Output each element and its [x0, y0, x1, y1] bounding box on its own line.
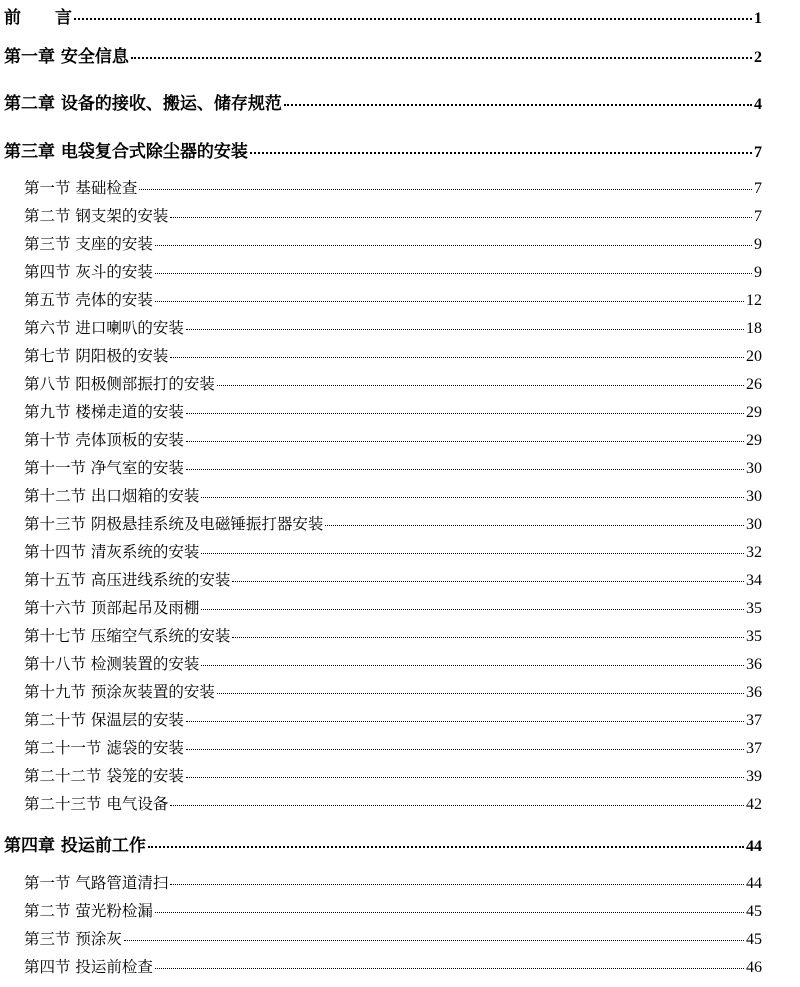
toc-entry-section[interactable]: [24, 545, 762, 561]
dot-leader: [186, 777, 744, 778]
toc-entry-page: 7: [754, 144, 762, 161]
dot-leader: [186, 469, 744, 470]
toc-entry-section[interactable]: [24, 876, 762, 892]
toc-entry-page: 9: [754, 264, 762, 281]
toc-entry-title: 前 言: [4, 8, 72, 28]
dot-leader: [170, 217, 752, 218]
toc-entry-title: 第九节 楼梯走道的安装: [24, 403, 184, 421]
toc-entry-section[interactable]: [24, 433, 762, 449]
toc-entry-title: 第一章 安全信息: [4, 47, 129, 67]
toc-entry-section[interactable]: [24, 904, 762, 920]
toc-entry-page: 46: [746, 959, 762, 976]
toc-entry-section[interactable]: [24, 960, 762, 976]
toc-entry-page: 37: [746, 712, 762, 729]
dot-leader: [155, 273, 752, 274]
toc-entry-title: 第二十一节 滤袋的安装: [24, 739, 184, 757]
dot-leader: [131, 57, 752, 59]
toc-entry-page: 37: [746, 740, 762, 757]
toc-entry-page: 32: [746, 544, 762, 561]
dot-leader: [139, 189, 752, 190]
toc-entry-title: 第十一节 净气室的安装: [24, 459, 184, 477]
toc-entry-page: 35: [746, 600, 762, 617]
dot-leader: [201, 665, 744, 666]
toc-entry-title: 第三节 支座的安装: [24, 235, 153, 253]
toc-entry-section[interactable]: [24, 932, 762, 948]
dot-leader: [232, 581, 744, 582]
dot-leader: [201, 553, 744, 554]
dot-leader: [155, 245, 752, 246]
dot-leader: [186, 413, 744, 414]
toc-entry-section[interactable]: [24, 601, 762, 617]
toc-entry-title: 第十八节 检测装置的安装: [24, 655, 200, 673]
toc-entry-page: 30: [746, 460, 762, 477]
toc-entry-page: 36: [746, 656, 762, 673]
toc-entry-title: 第二十三节 电气设备: [24, 795, 169, 813]
toc-entry-section[interactable]: [24, 209, 762, 225]
toc-entry-page: 29: [746, 432, 762, 449]
toc-entry-page: 34: [746, 572, 762, 589]
dot-leader: [325, 525, 744, 526]
toc-entry-title: 第七节 阴阳极的安装: [24, 347, 169, 365]
toc-entry-section[interactable]: [24, 741, 762, 757]
toc-entry-section[interactable]: [24, 713, 762, 729]
toc-entry-title: 第十九节 预涂灰装置的安装: [24, 683, 215, 701]
dot-leader: [201, 609, 744, 610]
toc-entry-section[interactable]: [24, 573, 762, 589]
toc-entry-title: 第二十节 保温层的安装: [24, 711, 184, 729]
toc-entry-page: 44: [746, 875, 762, 892]
dot-leader: [155, 301, 744, 302]
dot-leader: [155, 968, 744, 969]
dot-leader: [186, 721, 744, 722]
dot-leader: [124, 940, 744, 941]
toc-entry-section[interactable]: [24, 349, 762, 365]
dot-leader: [186, 441, 744, 442]
toc-entry-title: 第三章 电袋复合式除尘器的安装: [4, 142, 248, 162]
toc-entry-section[interactable]: [24, 377, 762, 393]
toc-entry-page: 2: [754, 49, 762, 66]
toc-entry-page: 36: [746, 684, 762, 701]
dot-leader: [148, 846, 744, 848]
dot-leader: [201, 497, 744, 498]
toc-entry-title: 第十五节 高压进线系统的安装: [24, 571, 231, 589]
toc-entry-title: 第十六节 顶部起吊及雨棚: [24, 599, 200, 617]
toc-entry-title: 第四节 投运前检查: [24, 958, 153, 976]
toc-entry-section[interactable]: [24, 629, 762, 645]
toc-entry-title: 第十二节 出口烟箱的安装: [24, 487, 200, 505]
toc-entry-section[interactable]: [24, 489, 762, 505]
toc-entry-page: 20: [746, 348, 762, 365]
toc-entry-title: 第八节 阳极侧部振打的安装: [24, 375, 215, 393]
dot-leader: [232, 637, 744, 638]
toc-entry-section[interactable]: [24, 265, 762, 281]
toc-entry-page: 42: [746, 796, 762, 813]
toc-entry-section[interactable]: [24, 293, 762, 309]
toc-entry-title: 第十节 壳体顶板的安装: [24, 431, 184, 449]
toc-entry-chapter-4[interactable]: [4, 838, 762, 855]
toc-entry-title: 第三节 预涂灰: [24, 930, 122, 948]
toc-entry-section[interactable]: [24, 685, 762, 701]
dot-leader: [170, 884, 744, 885]
toc-entry-page: 7: [754, 208, 762, 225]
dot-leader: [217, 385, 744, 386]
toc-entry-page: 7: [754, 180, 762, 197]
toc-entry-page: 35: [746, 628, 762, 645]
dot-leader: [284, 104, 752, 106]
toc-entry-section[interactable]: [24, 797, 762, 813]
toc-entry-page: 30: [746, 516, 762, 533]
toc-entry-title: 第二十二节 袋笼的安装: [24, 767, 184, 785]
dot-leader: [170, 357, 744, 358]
toc-entry-page: 18: [746, 320, 762, 337]
toc-entry-preface[interactable]: [4, 10, 762, 27]
toc-entry-title: 第十四节 清灰系统的安装: [24, 543, 200, 561]
toc-entry-title: 第二节 萤光粉检漏: [24, 902, 153, 920]
toc-entry-section[interactable]: [24, 657, 762, 673]
toc-entry-section[interactable]: [24, 405, 762, 421]
toc-entry-title: 第一节 气路管道清扫: [24, 874, 169, 892]
toc-entry-page: 45: [746, 903, 762, 920]
toc-entry-page: 45: [746, 931, 762, 948]
toc-entry-title: 第十三节 阴极悬挂系统及电磁锤振打器安装: [24, 515, 324, 533]
toc-entry-chapter-2[interactable]: [4, 96, 762, 113]
dot-leader: [186, 749, 744, 750]
toc-entry-title: 第一节 基础检查: [24, 179, 138, 197]
toc-entry-page: 1: [754, 10, 762, 27]
dot-leader: [155, 912, 744, 913]
dot-leader: [170, 805, 744, 806]
dot-leader: [186, 329, 744, 330]
toc-entry-page: 26: [746, 376, 762, 393]
toc-entry-chapter-1[interactable]: [4, 49, 762, 66]
dot-leader: [250, 152, 752, 154]
toc-entry-page: 9: [754, 236, 762, 253]
toc-entry-title: 第四节 灰斗的安装: [24, 263, 153, 281]
toc-entry-page: 29: [746, 404, 762, 421]
toc-entry-section[interactable]: [24, 769, 762, 785]
toc-entry-title: 第五节 壳体的安装: [24, 291, 153, 309]
toc-entry-section[interactable]: [24, 181, 762, 197]
toc-entry-title: 第二节 钢支架的安装: [24, 207, 169, 225]
toc-entry-section[interactable]: [24, 237, 762, 253]
toc-entry-page: 39: [746, 768, 762, 785]
toc-entry-chapter-3[interactable]: [4, 144, 762, 161]
toc-entry-title: 第六节 进口喇叭的安装: [24, 319, 184, 337]
toc-entry-page: 12: [746, 292, 762, 309]
toc-entry-title: 第二章 设备的接收、搬运、储存规范: [4, 94, 282, 114]
dot-leader: [217, 693, 744, 694]
toc-entry-title: 第十七节 压缩空气系统的安装: [24, 627, 231, 645]
toc-entry-page: 44: [746, 838, 762, 855]
toc-entry-section[interactable]: [24, 517, 762, 533]
dot-leader: [74, 18, 752, 20]
toc-entry-title: 第四章 投运前工作: [4, 836, 146, 856]
toc-entry-page: 30: [746, 488, 762, 505]
toc-entry-section[interactable]: [24, 321, 762, 337]
toc-entry-page: 4: [754, 96, 762, 113]
toc-entry-section[interactable]: [24, 461, 762, 477]
